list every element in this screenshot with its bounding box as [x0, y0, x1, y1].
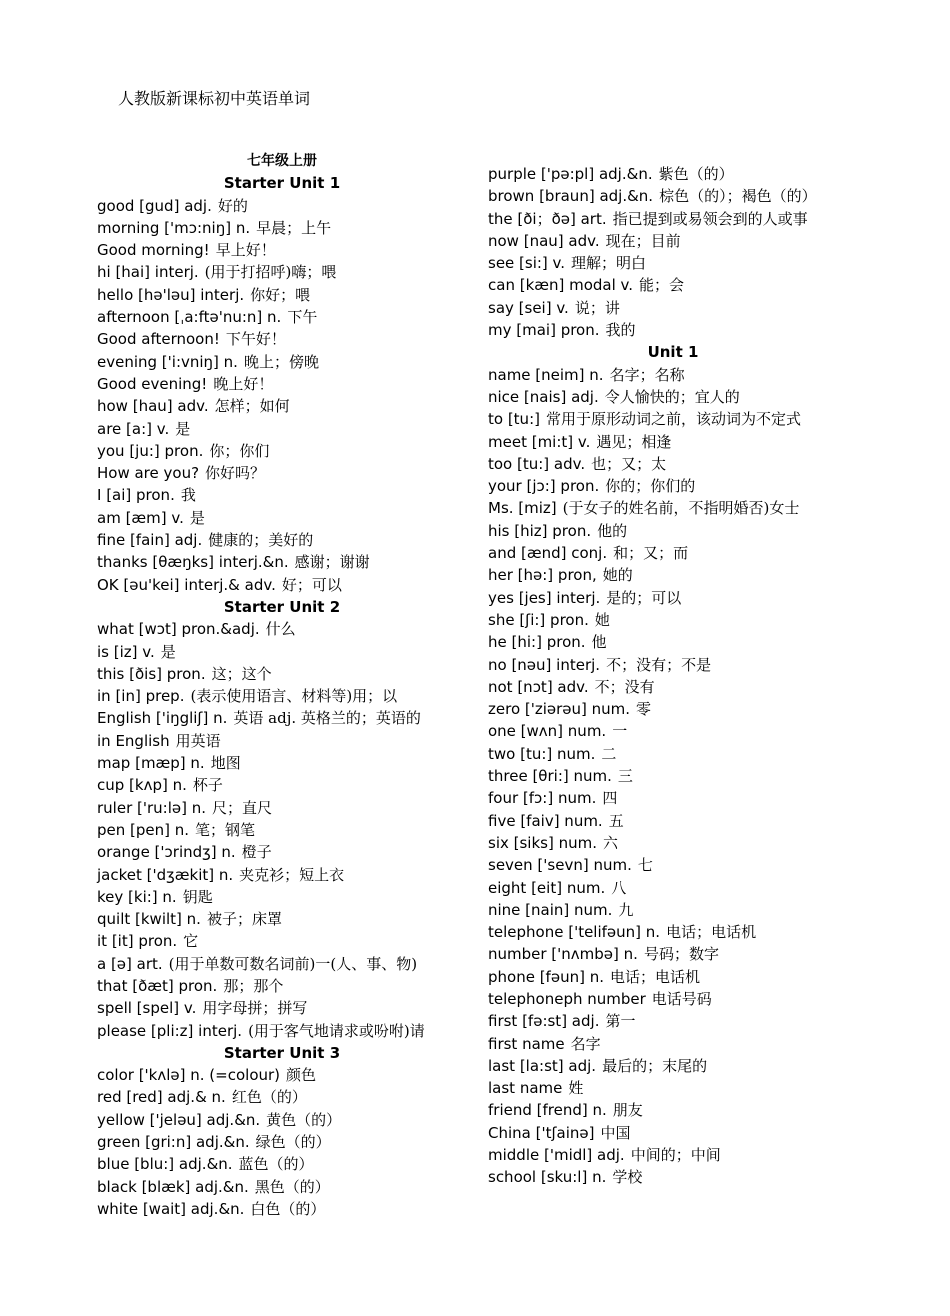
entry-chinese: 我的	[605, 321, 636, 340]
left-column	[97, 150, 467, 1220]
vocab-entry	[488, 1055, 858, 1077]
section-heading: 七年级上册	[247, 153, 317, 169]
vocab-entry	[97, 239, 467, 261]
entry-chinese: 七	[637, 856, 653, 875]
vocab-entry	[97, 975, 467, 997]
entry-english: two [tu:] num.	[488, 744, 596, 763]
entry-english: to [tu:]	[488, 410, 540, 429]
vocab-entry	[488, 431, 858, 453]
vocab-entry	[488, 988, 858, 1010]
entry-chinese: 这；这个	[211, 664, 272, 683]
entry-english: say [sei] v.	[488, 298, 569, 317]
vocab-entry	[97, 685, 467, 707]
entry-english: eight [eit] num.	[488, 878, 606, 897]
entry-english: red [red] adj.& n.	[97, 1088, 226, 1107]
vocab-entry	[97, 551, 467, 573]
vocab-entry	[97, 395, 467, 417]
vocab-entry	[97, 864, 467, 886]
vocab-entry	[97, 953, 467, 975]
entry-english: first name	[488, 1034, 565, 1053]
entry-english: I [ai] pron.	[97, 486, 175, 505]
vocab-entry	[488, 899, 858, 921]
entry-english: orange ['ɔrindʒ] n.	[97, 843, 236, 862]
entry-chinese: 能；会	[639, 276, 685, 295]
vocab-entry	[97, 819, 467, 841]
vocab-entry	[488, 631, 858, 653]
vocab-entry	[488, 185, 858, 207]
entry-chinese: 是的；可以	[606, 588, 682, 607]
vocab-entry	[488, 163, 858, 185]
entry-chinese: 遇见；相逢	[596, 432, 672, 451]
entry-english: Good afternoon!	[97, 330, 220, 349]
vocab-entry	[488, 921, 858, 943]
entry-chinese: 下午	[287, 308, 318, 327]
entry-chinese: 你的；你们的	[605, 477, 696, 496]
section-heading: Starter Unit 3	[223, 1043, 341, 1062]
entry-chinese: 用字母拼；拼写	[202, 999, 308, 1018]
vocab-entry	[488, 654, 858, 676]
entry-english: this [ðis] pron.	[97, 664, 206, 683]
vocab-entry	[97, 1198, 467, 1220]
vocab-entry	[488, 1010, 858, 1032]
entry-english: pen [pen] n.	[97, 820, 190, 839]
entry-chinese: 笔；钢笔	[195, 820, 256, 839]
entry-chinese: 名字；名称	[609, 365, 685, 384]
entry-english: four [fɔ:] num.	[488, 789, 597, 808]
entry-english: afternoon [ˌa:ftə'nu:n] n.	[97, 308, 282, 327]
vocab-entry	[488, 832, 858, 854]
entry-chinese: 晚上好！	[213, 374, 274, 393]
vocab-entry	[97, 886, 467, 908]
vocab-entry	[97, 1131, 467, 1153]
entry-english: your [jɔ:] pron.	[488, 477, 600, 496]
entry-chinese: 也；又；太	[591, 454, 667, 473]
entry-english: school [sku:l] n.	[488, 1168, 607, 1187]
entry-chinese: 是	[189, 508, 205, 527]
entry-english: brown [braun] adj.&n.	[488, 187, 654, 206]
vocab-entry	[97, 484, 467, 506]
entry-english: green [gri:n] adj.&n.	[97, 1133, 250, 1152]
entry-english: now [nau] adv.	[488, 231, 600, 250]
vocab-entry	[488, 520, 858, 542]
entry-english: good [gud] adj.	[97, 196, 212, 215]
vocab-entry	[488, 698, 858, 720]
vocab-entry	[97, 997, 467, 1019]
vocab-entry	[97, 462, 467, 484]
entry-english: you [ju:] pron.	[97, 441, 204, 460]
entry-chinese: 颜色	[286, 1066, 317, 1085]
entry-english: can [kæn] modal v.	[488, 276, 634, 295]
entry-english: last name	[488, 1079, 563, 1098]
vocab-entry	[97, 841, 467, 863]
entry-english: thanks [θæŋks] interj.&n.	[97, 553, 289, 572]
document-title: 人教版新课标初中英语单词	[118, 89, 311, 108]
entry-english: cup [kʌp] n.	[97, 776, 187, 795]
vocab-entry	[97, 752, 467, 774]
entry-english: he [hi:] pron.	[488, 633, 586, 652]
entry-chinese: 尺；直尺	[212, 798, 273, 817]
entry-english: her [hə:] pron,	[488, 566, 597, 585]
entry-english: that [ðæt] pron.	[97, 976, 218, 995]
entry-chinese: 棕色（的）；褐色（的）	[659, 187, 817, 206]
entry-chinese: 她	[594, 610, 610, 629]
entry-chinese: 五	[608, 811, 624, 830]
entry-chinese: 常用于原形动词之前，该动词为不定式	[545, 410, 801, 429]
entry-chinese: 第一	[605, 1012, 636, 1031]
entry-english: nine [nain] num.	[488, 900, 613, 919]
vocab-entry	[488, 676, 858, 698]
vocab-entry	[488, 1122, 858, 1144]
entry-english: six [siks] num.	[488, 833, 597, 852]
vocab-entry	[97, 440, 467, 462]
entry-chinese: 被子；床罩	[206, 910, 282, 929]
entry-english: my [mai] pron.	[488, 321, 600, 340]
entry-chinese: 八	[611, 878, 627, 897]
entry-chinese: 好；可以	[281, 575, 342, 594]
entry-chinese: (于女子的姓名前，不指明婚否)女士	[562, 499, 800, 518]
entry-chinese: 怎样；如何	[214, 397, 290, 416]
entry-english: too [tu:] adv.	[488, 454, 586, 473]
vocab-entry	[488, 743, 858, 765]
entry-english: white [wait] adj.&n.	[97, 1199, 245, 1218]
entry-chinese: 你好吗？	[205, 464, 266, 483]
vocab-entry	[488, 564, 858, 586]
entry-chinese: 英语 adj. 英格兰的；英语的	[233, 709, 421, 728]
vocab-entry	[488, 1077, 858, 1099]
entry-chinese: 和；又；而	[613, 544, 689, 563]
entry-english: a [ə] art.	[97, 954, 163, 973]
entry-chinese: 杯子	[192, 776, 223, 795]
vocab-entry	[488, 497, 858, 519]
entry-chinese: 二	[601, 744, 617, 763]
entry-chinese: 下午好！	[225, 330, 286, 349]
vocab-entry	[488, 1033, 858, 1055]
vocab-entry	[488, 274, 858, 296]
entry-english: no [nəu] interj.	[488, 655, 601, 674]
entry-chinese: 我	[180, 486, 196, 505]
entry-english: China ['tʃainə]	[488, 1123, 595, 1142]
entry-chinese: 地图	[210, 754, 241, 773]
vocab-entry	[488, 208, 858, 230]
vocab-entry	[488, 587, 858, 609]
entry-english: key [ki:] n.	[97, 887, 177, 906]
vocab-entry	[488, 810, 858, 832]
entry-chinese: 最后的；末尾的	[602, 1056, 708, 1075]
vocab-entry	[97, 1153, 467, 1175]
entry-chinese: 紫色（的）	[658, 165, 734, 183]
entry-chinese: 指已提到或易领会到的人或事	[612, 209, 808, 228]
vocab-entry	[488, 230, 858, 252]
entry-chinese: 他	[591, 633, 607, 652]
entry-chinese: 中间的；中间	[630, 1146, 721, 1165]
entry-chinese: 那；那个	[223, 976, 284, 995]
entry-english: how [hau] adv.	[97, 397, 209, 416]
entry-chinese: 零	[636, 700, 652, 719]
entry-english: evening ['i:vniŋ] n.	[97, 352, 238, 371]
entry-english: see [si:] v.	[488, 254, 566, 273]
entry-chinese: 理解；明白	[571, 254, 647, 273]
vocab-entry	[488, 453, 858, 475]
vocab-entry	[97, 618, 467, 640]
vocab-entry	[97, 507, 467, 529]
vocab-entry	[488, 609, 858, 631]
entry-english: purple ['pə:pl] adj.&n.	[488, 165, 653, 183]
entry-chinese: 红色（的）	[231, 1088, 307, 1107]
entry-english: English ['iŋgliʃ] n.	[97, 709, 228, 728]
entry-chinese: 蓝色（的）	[238, 1155, 314, 1174]
vocab-entry	[97, 328, 467, 350]
entry-chinese: 三	[617, 767, 633, 786]
entry-english: map [mæp] n.	[97, 754, 205, 773]
entry-chinese: 名字	[570, 1034, 601, 1053]
vocab-entry	[488, 943, 858, 965]
entry-chinese: 什么	[265, 620, 296, 639]
entry-english: meet [mi:t] v.	[488, 432, 591, 451]
vocab-entry	[97, 1176, 467, 1198]
entry-chinese: 钥匙	[182, 887, 213, 906]
entry-chinese: 橙子	[241, 843, 272, 862]
entry-english: yellow ['jeləu] adj.&n.	[97, 1110, 261, 1129]
vocab-entry	[488, 1166, 858, 1188]
entry-chinese: (用于单数可数名词前)一(人、事、物)	[168, 954, 418, 973]
entry-chinese: 白色（的）	[250, 1199, 326, 1218]
entry-chinese: 一	[612, 722, 628, 741]
entry-chinese: 早晨；上午	[256, 218, 332, 237]
vocab-entry	[488, 787, 858, 809]
entry-english: hi [hai] interj.	[97, 263, 199, 282]
entry-english: the [ði；ðə] art.	[488, 209, 607, 228]
entry-english: hello [hə'ləu] interj.	[97, 285, 245, 304]
entry-english: one [wʌn] num.	[488, 722, 607, 741]
entry-english: zero ['ziərəu] num.	[488, 700, 631, 719]
entry-chinese: 不；没有	[594, 677, 655, 696]
vocab-entry	[97, 574, 467, 596]
entry-english: please [pli:z] interj.	[97, 1021, 243, 1040]
entry-english: Good evening!	[97, 374, 208, 393]
vocab-entry	[97, 529, 467, 551]
entry-english: name [neim] n.	[488, 365, 604, 384]
vocab-entry	[488, 1144, 858, 1166]
entry-english: Ms. [miz]	[488, 499, 557, 518]
vocab-entry	[97, 1086, 467, 1108]
entry-english: what [wɔt] pron.&adj.	[97, 620, 260, 639]
entry-chinese: 现在；目前	[605, 231, 681, 250]
entry-english: black [blæk] adj.&n.	[97, 1177, 249, 1196]
entry-chinese: (表示使用语言、材料等)用；以	[190, 687, 398, 706]
vocab-entry	[97, 797, 467, 819]
entry-english: phone [fəun] n.	[488, 967, 604, 986]
entry-chinese: 绿色（的）	[255, 1133, 331, 1152]
entry-chinese: (用于客气地请求或吩咐)请	[248, 1021, 425, 1040]
vocab-entry	[488, 408, 858, 430]
entry-chinese: 姓	[568, 1079, 584, 1098]
vocab-entry	[488, 475, 858, 497]
entry-english: morning ['mɔ:niŋ] n.	[97, 218, 251, 237]
vocab-entry	[97, 217, 467, 239]
vocab-entry	[97, 1020, 467, 1042]
entry-english: number ['nʌmbə] n.	[488, 945, 638, 964]
entry-english: it [it] pron.	[97, 932, 178, 951]
entry-chinese: 号码；数字	[643, 945, 719, 964]
vocab-entry	[488, 252, 858, 274]
entry-chinese: 电话号码	[651, 989, 712, 1008]
vocab-entry	[488, 1099, 858, 1121]
entry-english: telephone ['telifəun] n.	[488, 923, 661, 942]
entry-chinese: 电话；电话机	[666, 923, 757, 942]
entry-chinese: 它	[183, 932, 199, 951]
entry-english: telephoneph number	[488, 989, 646, 1008]
entry-chinese: 是	[175, 419, 191, 438]
entry-chinese: 晚上；傍晚	[243, 352, 319, 371]
vocab-entry	[488, 386, 858, 408]
vocab-entry	[97, 730, 467, 752]
entry-chinese: 健康的；美好的	[208, 531, 314, 550]
vocab-entry	[97, 641, 467, 663]
entry-english: five [faiv] num.	[488, 811, 603, 830]
entry-english: jacket ['dʒækit] n.	[97, 865, 234, 884]
entry-chinese: 中国	[600, 1123, 631, 1142]
vocab-entry	[97, 930, 467, 952]
vocab-entry	[97, 284, 467, 306]
section-heading: Starter Unit 2	[223, 597, 341, 616]
vocab-entry	[488, 364, 858, 386]
entry-english: in [in] prep.	[97, 687, 185, 706]
entry-chinese: 不；没有；不是	[606, 655, 712, 674]
entry-chinese: 九	[618, 900, 634, 919]
entry-english: How are you?	[97, 464, 200, 483]
entry-english: first [fə:st] adj.	[488, 1012, 600, 1031]
entry-english: his [hiz] pron.	[488, 521, 592, 540]
entry-english: friend [frend] n.	[488, 1101, 607, 1120]
entry-english: is [iz] v.	[97, 642, 155, 661]
vocab-entry	[488, 720, 858, 742]
entry-chinese: 令人愉快的；宜人的	[604, 387, 740, 406]
entry-chinese: 夹克衫；短上衣	[239, 865, 345, 884]
entry-english: are [a:] v.	[97, 419, 170, 438]
entry-english: middle ['midl] adj.	[488, 1146, 625, 1165]
vocab-entry	[97, 418, 467, 440]
vocab-entry	[97, 1064, 467, 1086]
vocab-entry	[97, 774, 467, 796]
entry-chinese: 四	[602, 789, 618, 808]
vocab-entry	[488, 854, 858, 876]
vocab-entry	[97, 261, 467, 283]
entry-chinese: 你；你们	[209, 441, 270, 460]
vocab-entry	[97, 707, 467, 729]
vocab-entry	[488, 542, 858, 564]
entry-english: ruler ['ru:lə] n.	[97, 798, 206, 817]
vocab-entry	[488, 319, 858, 341]
section-heading: Unit 1	[647, 343, 699, 362]
entry-english: seven ['sevn] num.	[488, 856, 632, 875]
entry-english: last [la:st] adj.	[488, 1056, 597, 1075]
vocab-entry	[97, 663, 467, 685]
entry-english: nice [nais] adj.	[488, 387, 599, 406]
entry-chinese: 她的	[602, 566, 633, 585]
entry-english: color ['kʌlə] n. (=colour)	[97, 1066, 281, 1085]
entry-english: not [nɔt] adv.	[488, 677, 589, 696]
entry-chinese: 黑色（的）	[254, 1177, 330, 1196]
vocab-entry	[488, 765, 858, 787]
entry-chinese: 用英语	[175, 731, 221, 750]
vocab-entry	[97, 1109, 467, 1131]
entry-chinese: 黄色（的）	[266, 1110, 342, 1129]
entry-english: yes [jes] interj.	[488, 588, 601, 607]
entry-chinese: 是	[160, 642, 176, 661]
entry-english: and [ænd] conj.	[488, 544, 608, 563]
entry-english: three [θri:] num.	[488, 767, 612, 786]
vocab-entry	[97, 908, 467, 930]
entry-english: in English	[97, 731, 170, 750]
entry-english: fine [fain] adj.	[97, 531, 203, 550]
entry-chinese: 六	[602, 833, 618, 852]
entry-english: am [æm] v.	[97, 508, 184, 527]
vocab-entry	[97, 351, 467, 373]
entry-chinese: (用于打招呼)嗨；喂	[204, 263, 337, 282]
vocab-entry	[488, 877, 858, 899]
entry-chinese: 感谢；谢谢	[294, 553, 370, 572]
entry-chinese: 电话；电话机	[609, 967, 700, 986]
vocab-entry	[488, 966, 858, 988]
vocab-entry	[97, 306, 467, 328]
entry-english: quilt [kwilt] n.	[97, 910, 201, 929]
right-column	[488, 163, 858, 1189]
entry-english: she [ʃi:] pron.	[488, 610, 589, 629]
entry-english: blue [blu:] adj.&n.	[97, 1155, 233, 1174]
entry-chinese: 朋友	[612, 1101, 643, 1120]
entry-chinese: 说；讲	[574, 298, 620, 317]
section-heading: Starter Unit 1	[223, 174, 341, 193]
entry-english: OK [əu'kei] interj.& adv.	[97, 575, 276, 594]
entry-chinese: 早上好！	[215, 241, 276, 260]
vocab-entry	[97, 195, 467, 217]
entry-chinese: 好的	[217, 196, 248, 215]
entry-english: Good morning!	[97, 241, 210, 260]
vocab-entry	[97, 373, 467, 395]
vocab-entry	[488, 297, 858, 319]
entry-chinese: 他的	[597, 521, 628, 540]
entry-chinese: 学校	[612, 1168, 643, 1187]
entry-chinese: 你好；喂	[250, 285, 311, 304]
entry-english: spell [spel] v.	[97, 999, 197, 1018]
